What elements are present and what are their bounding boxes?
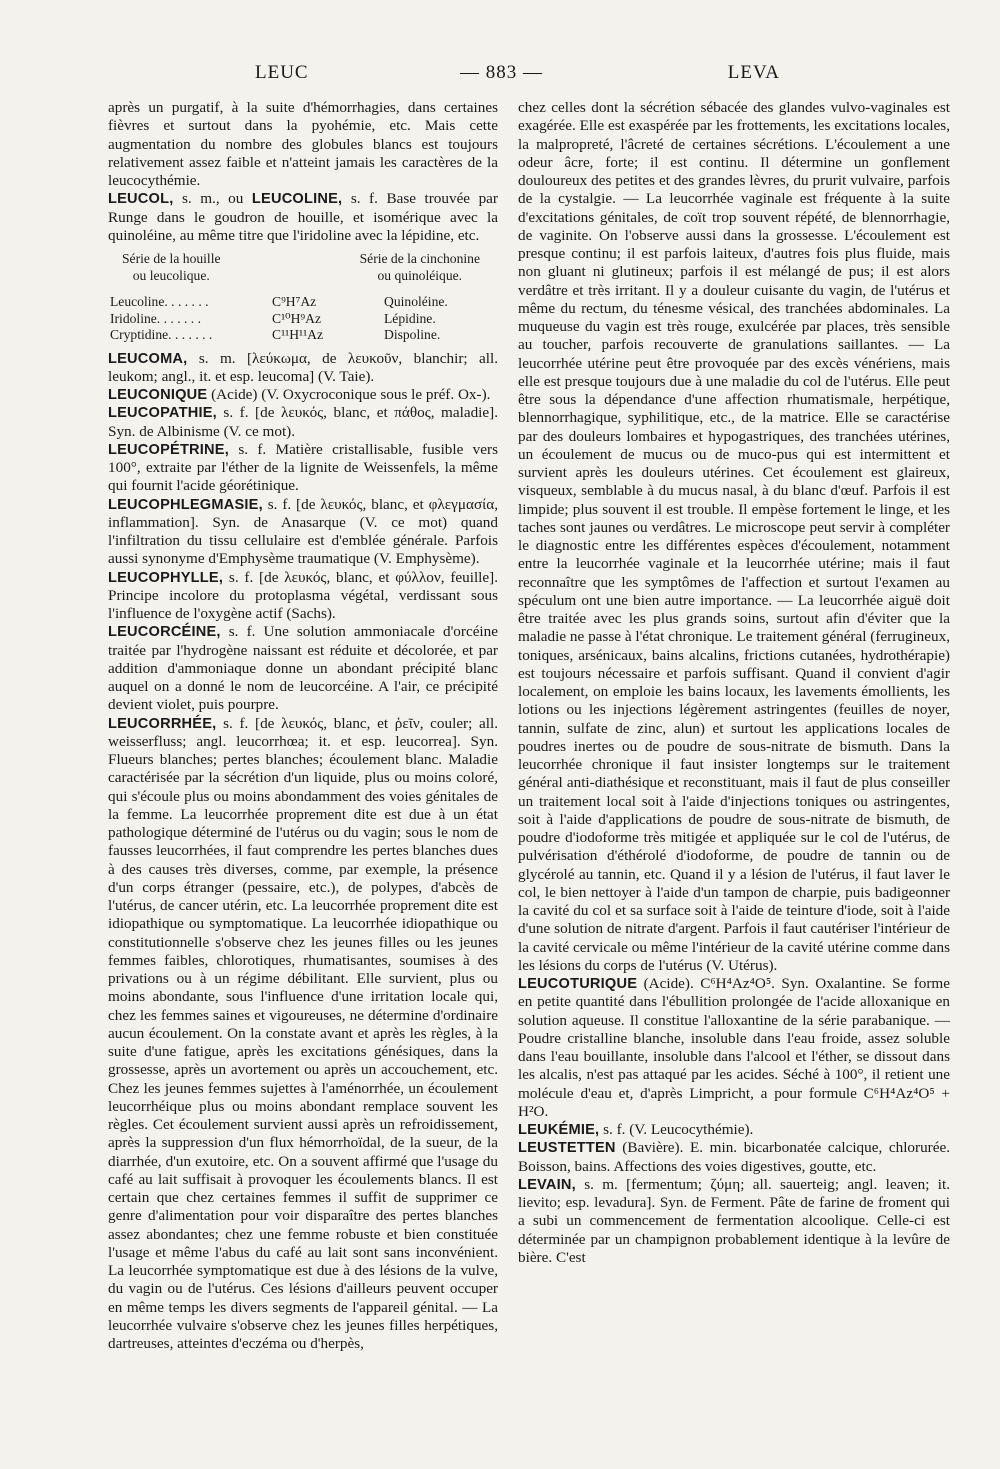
entry-text: s. f. [de λευκός, blanc, et φύλλον, feuille]. Principe incolore du protoplasma végétal, verdissant sous l'influence de l'oxygène actif (Sachs). <box>108 568 498 622</box>
entry-leukemie <box>518 1121 950 1139</box>
header-left-word: LEUC <box>255 62 309 83</box>
entry-leucopathie <box>108 404 498 441</box>
headword: LEUCOLINE, <box>251 191 343 208</box>
entry-leustetten <box>518 1139 950 1176</box>
table-header-right <box>360 251 480 284</box>
entry-text: s. f. Matière cristallisable, fusible vers 100°, extraite par l'éther de la lignite de Weissenfels, la même qui fournit l'acide géorétinique. <box>108 440 498 495</box>
table-body <box>108 294 498 344</box>
entry-levain <box>518 1176 950 1267</box>
entry-text: s. m. [λεύκωμα, de λευκοῦν, blanchir; all. leukom; angl., it. et esp. leucoma] (V. Taie). <box>108 349 498 385</box>
headword: LEUCOPHLEGMASIE, <box>108 496 263 513</box>
table-cell: Leucoline. . . . . . . <box>110 294 209 309</box>
entry-leuconique <box>108 386 498 404</box>
page-number: — 883 — <box>460 62 543 83</box>
table-cell: C⁹H⁷Az <box>272 294 317 309</box>
leucoline-series-table <box>108 251 498 344</box>
headword: LEUKÉMIE, <box>518 1122 600 1138</box>
table-cell: C¹⁰H⁹Az <box>272 310 321 326</box>
table-header-text: ou leucolique. <box>132 267 210 283</box>
table-row <box>110 294 498 311</box>
table-cell: Quinoléine. <box>384 294 448 309</box>
headword: LEUCORCÉINE, <box>108 624 221 641</box>
table-header <box>108 251 498 284</box>
headword: LEUCOPHYLLE, <box>108 569 224 586</box>
running-header <box>90 62 930 88</box>
entry-leucol <box>108 190 498 245</box>
table-header-text: Série de la houille <box>122 251 221 266</box>
headword: LEUCOPATHIE, <box>108 405 217 422</box>
entry-leucorceine <box>108 623 498 714</box>
headword: LEUCORRHÉE, <box>108 715 217 732</box>
headword: LEUCONIQUE <box>108 387 208 403</box>
table-cell: Dispoline. <box>384 327 441 342</box>
headword: LEUCOMA, <box>108 350 188 367</box>
entry-leucoma <box>108 350 498 387</box>
entry-text: (Bavière). E. min. bicarbonatée calcique, chlorurée. Boisson, bains. Affections des voies digestives, goutte, etc. <box>518 1139 950 1175</box>
left-column <box>108 99 498 1353</box>
headword: LEUCOL, <box>108 191 174 208</box>
table-cell: Cryptidine. . . . . . . <box>110 327 213 342</box>
entry-leucorrhee <box>108 715 498 1354</box>
entry-text: s. f. [de λευκός, blanc, et πάθος, maladie]. Syn. de Albinisme (V. ce mot). <box>108 404 498 440</box>
entry-text: s. m., ou <box>173 190 252 208</box>
table-cell: Lépidine. <box>384 310 436 326</box>
entry-text: s. m. [fermentum; ζύμη; all. sauerteig; angl. leaven; it. lievito; esp. levadura]. Syn. de Ferment. Pâte de farine de froment qui a subi un commencement de fermentation alcoolique. Celle-ci est déterminée par un champignon probablement identique à la levûre de bière. C'est <box>518 1175 950 1266</box>
table-cell: Iridoline. . . . . . . <box>110 310 201 326</box>
entry-continuation: après un purgatif, à la suite d'hémorrhagies, dans certaines fièvres et surtout dans la pyohémie, etc. Mais cette augmentation du nombre des globules blancs est toujours relativement assez faible et n'atteint jamais les caractères de la leucocythémie. <box>108 99 498 189</box>
table-header-text: ou quinoléique. <box>377 267 463 283</box>
entry-text: s. f. (V. Leucocythémie). <box>599 1121 754 1138</box>
entry-leucophlegmasie <box>108 496 498 569</box>
headword: LEUSTETTEN <box>518 1140 616 1157</box>
entry-text: (Acide). C⁶H⁴Az⁴O⁵. Syn. Oxalantine. Se forme en petite quantité dans l'ébullition prolongée de l'acide alloxanique en solution aqueuse. Il constitue l'alloxantine de la série parabanique. — Poudre cristalline blanche, insoluble dans l'eau froide, assez soluble dans l'eau bouillante, insoluble dans l'alcool et l'éther, se dissout dans les alcalis, n'est pas attaqué par les acides. Séché à 100°, il retient une molécule d'eau et, d'après Limpricht, a pour formule C⁶H⁴Az⁴O⁵ + H²O. <box>518 975 950 1120</box>
entry-text: s. f. Une solution ammoniacale d'orcéine traitée par l'hydrogène naissant est réduite et décolorée, et par addition d'ammoniaque donne un abondant précipité blanc auquel on a donné le nom de leucorcéine. A l'air, ce précipité devient violet, puis pourpre. <box>108 623 498 714</box>
right-column <box>518 99 950 1267</box>
table-row <box>110 311 498 328</box>
entry-leucophylle <box>108 569 498 624</box>
table-header-text: Série de la cinchonine <box>359 251 480 266</box>
table-cell: C¹¹H¹¹Az <box>272 327 324 342</box>
table-header-left <box>122 251 221 284</box>
entry-leucopetrine <box>108 441 498 496</box>
entry-text: (Acide) (V. Oxycroconique sous le préf. Ox-). <box>207 386 491 403</box>
headword: LEVAIN, <box>518 1176 576 1193</box>
headword: LEUCOTURIQUE <box>518 976 638 992</box>
entry-continuation: chez celles dont la sécrétion sébacée des glandes vulvo-vaginales est exagérée. Elle est exaspérée par les frottements, les excitations locales, la malpropreté, l'âcreté de certaines sécrétions. L'écoulement a une odeur âcre, forte; il est continu. Il détermine un gonflement douloureux des petites et des grandes lèvres, du prurit vulvaire, parfois de la cystalgie. — La leucorrhée vaginale est fréquente à la suite d'excitations génitales, de coït trop souvent répété, de blennorrhagie, de vaginite. On l'observe aussi dans la grossesse. L'écoulement est presque continu; il est parfois laiteux, d'autres fois plus fluide, mais non gluant ni glutineux; parfois il est mélangé de pus; il est alors verdâtre et très irritant. Il y a douleur cuisante du vagin, de l'utérus et même du rectum, du ténesme vésical, des tranchées abdominales. La muqueuse du vagin est très rouge, exulcérée par places, très sensible au toucher, parfois recouverte de granulations saillantes. — La leucorrhée utérine peut être provoquée par des excès vénériens, mais elle est presque toujours due à une maladie du col de l'utérus. Elle peut être sous la dépendance d'une affection rhumatismale, herpétique, blennorrhagique, syphilitique, etc., de la matrice. Elle se caractérise par des douleurs lombaires et hypogastriques, des tranchées utérines, un écoulement de mucus ou de muco-pus qui est intermittent et survient après les douleurs utérines. Cet écoulement est glaireux, visqueux, semblable à du mucus nasal, à du blanc d'œuf. Parfois il est limpide; plus souvent il est trouble. Il empèse fortement le linge, et les taches sont jaunes ou verdâtres. Le microscope peut servir à compléter le diagnostic entre les différentes espèces d'écoulement, notamment entre la leucorrhée vaginale et la leucorrhée utérine; mais il faut reconnaître que les symptômes de l'affection et surtout l'examen au spéculum ont une bien autre importance. — La leucorrhée aiguë doit être traitée avec les plus grands soins, surtout afin d'éviter que la maladie ne passe à l'état chronique. Le traitement général (ferrugineux, toniques, arsénicaux, bains alcalins, frictions cutanées, hydrothérapie) est toujours nécessaire et parfois suffisant. Quand il convient d'agir localement, on emploie les bains locaux, les lavements émollients, les lotions ou les injections légèrement astringentes (feuilles de noyer, tannin, sulfate de zinc, alun) et surtout les applications locales de poudres inertes ou de poudre de sous-nitrate de bismuth. Dans la leucorrhée chronique il faut insister longtemps sur le traitement général anti-diathésique et reconstituant, mais il faut de plus conseiller un traitement local soit à l'aide d'injections toniques ou astringentes, soit à l'aide d'applications de poudre de sous-nitrate de bismuth, de poudre d'iodoforme très mitigée et appliquée sur le col de l'utérus, de pulvérisation d'éthérolé d'iodoforme, de poudre de tannin ou de glycérolé au tannin, etc. Quand il y a lésion de l'utérus, il faut laver le col, le bien nettoyer à l'aide d'un tampon de charpie, puis badigeonner la cavité du col et sa surface soit à l'aide de teinture d'iode, soit à l'aide d'une solution de nitrate d'argent. Parfois il faut cautériser l'intérieur de la cavité cervicale ou même l'intérieur de la cavité utérine comme dans les lésions du corps de l'utérus (V. Utérus). <box>518 99 950 974</box>
entry-text: s. f. [de λευκός, blanc, et φλεγμασία, inflammation]. Syn. de Anasarque (V. ce mot) quand l'infiltration du tissu cellulaire est d'emblée générale. Parfois aussi synonyme d'Emphysème traumatique (V. Emphysème). <box>108 495 498 568</box>
table-row <box>110 327 498 344</box>
entry-text: s. f. Base trouvée par Runge dans le goudron de houille, et isomérique avec la quinoléine, au même titre que l'iridoline avec la lépidine, etc. <box>108 190 498 244</box>
header-right-word: LEVA <box>727 62 780 83</box>
entry-leucoturique <box>518 975 950 1121</box>
headword: LEUCOPÉTRINE, <box>108 441 229 458</box>
entry-text: s. f. [de λευκός, blanc, et ῥεῖν, couler; all. weisserfluss; angl. leucorrhœa; it. et esp. leucorrea]. Syn. Flueurs blanches; pertes blanches; écoulement blanc. Maladie caractérisée par la sécrétion d'un liquide, plus ou moins coloré, qui s'écoule plus ou moins abondamment des voies génitales de la femme. La leucorrhée proprement dite est due à un état pathologique déterminé de l'utérus ou du vagin; sous le nom de fausses leucorrhées, il faut comprendre les pertes blanches dues à des causes très diverses, comme, par exemple, la présence d'un corps étranger (pessaire, etc.), de polypes, d'abcès de l'utérus, de cancer utérin, etc. La leucorrhée proprement dite est idiopathique ou symptomatique. La leucorrhée idiopathique ou constitutionnelle s'observe chez les jeunes filles ou les jeunes femmes faibles, chlorotiques, rhumatisantes, soumises à des privations ou à un régime débilitant. Elle survient, plus ou moins abondante, sous l'influence d'une irritation locale qui, chez les femmes saines et vigoureuses, ne détermine d'ordinaire aucun écoulement. On la constate avant et après les règles, à la suite d'une fatigue, après les excitations génésiques, dans la grossesse, après un avortement ou après un accouchement, etc. Chez les jeunes femmes sujettes à l'aménorrhée, un écoulement leucorrhéique plus ou moins abondant remplace souvent les règles. Cet écoulement survient aussi après un refroidissement, après la suppression d'un flux hémorrhoïdal, de la sueur, de la diarrhée, d'un exutoire, etc. On a souvent affirmé que l'usage du café au lait suffisait à provoquer les écoulements blancs. Il est certain que chez certaines femmes il suffit de supprimer ce genre d'alimentation pour voir disparaître des pertes blanches assez abondantes; chez une femme robuste et bien constituée l'usage et même l'abus du café au lait sont sans inconvénient. La leucorrhée symptomatique est due à des lésions de la vulve, du vagin ou de l'utérus. Ces lésions d'ailleurs peuvent occuper en même temps les divers segments de l'appareil génital. — La leucorrhée vulvaire s'observe chez les jeunes filles herpétiques, dartreuses, atteintes d'eczéma ou d'herpès, <box>108 714 498 1352</box>
